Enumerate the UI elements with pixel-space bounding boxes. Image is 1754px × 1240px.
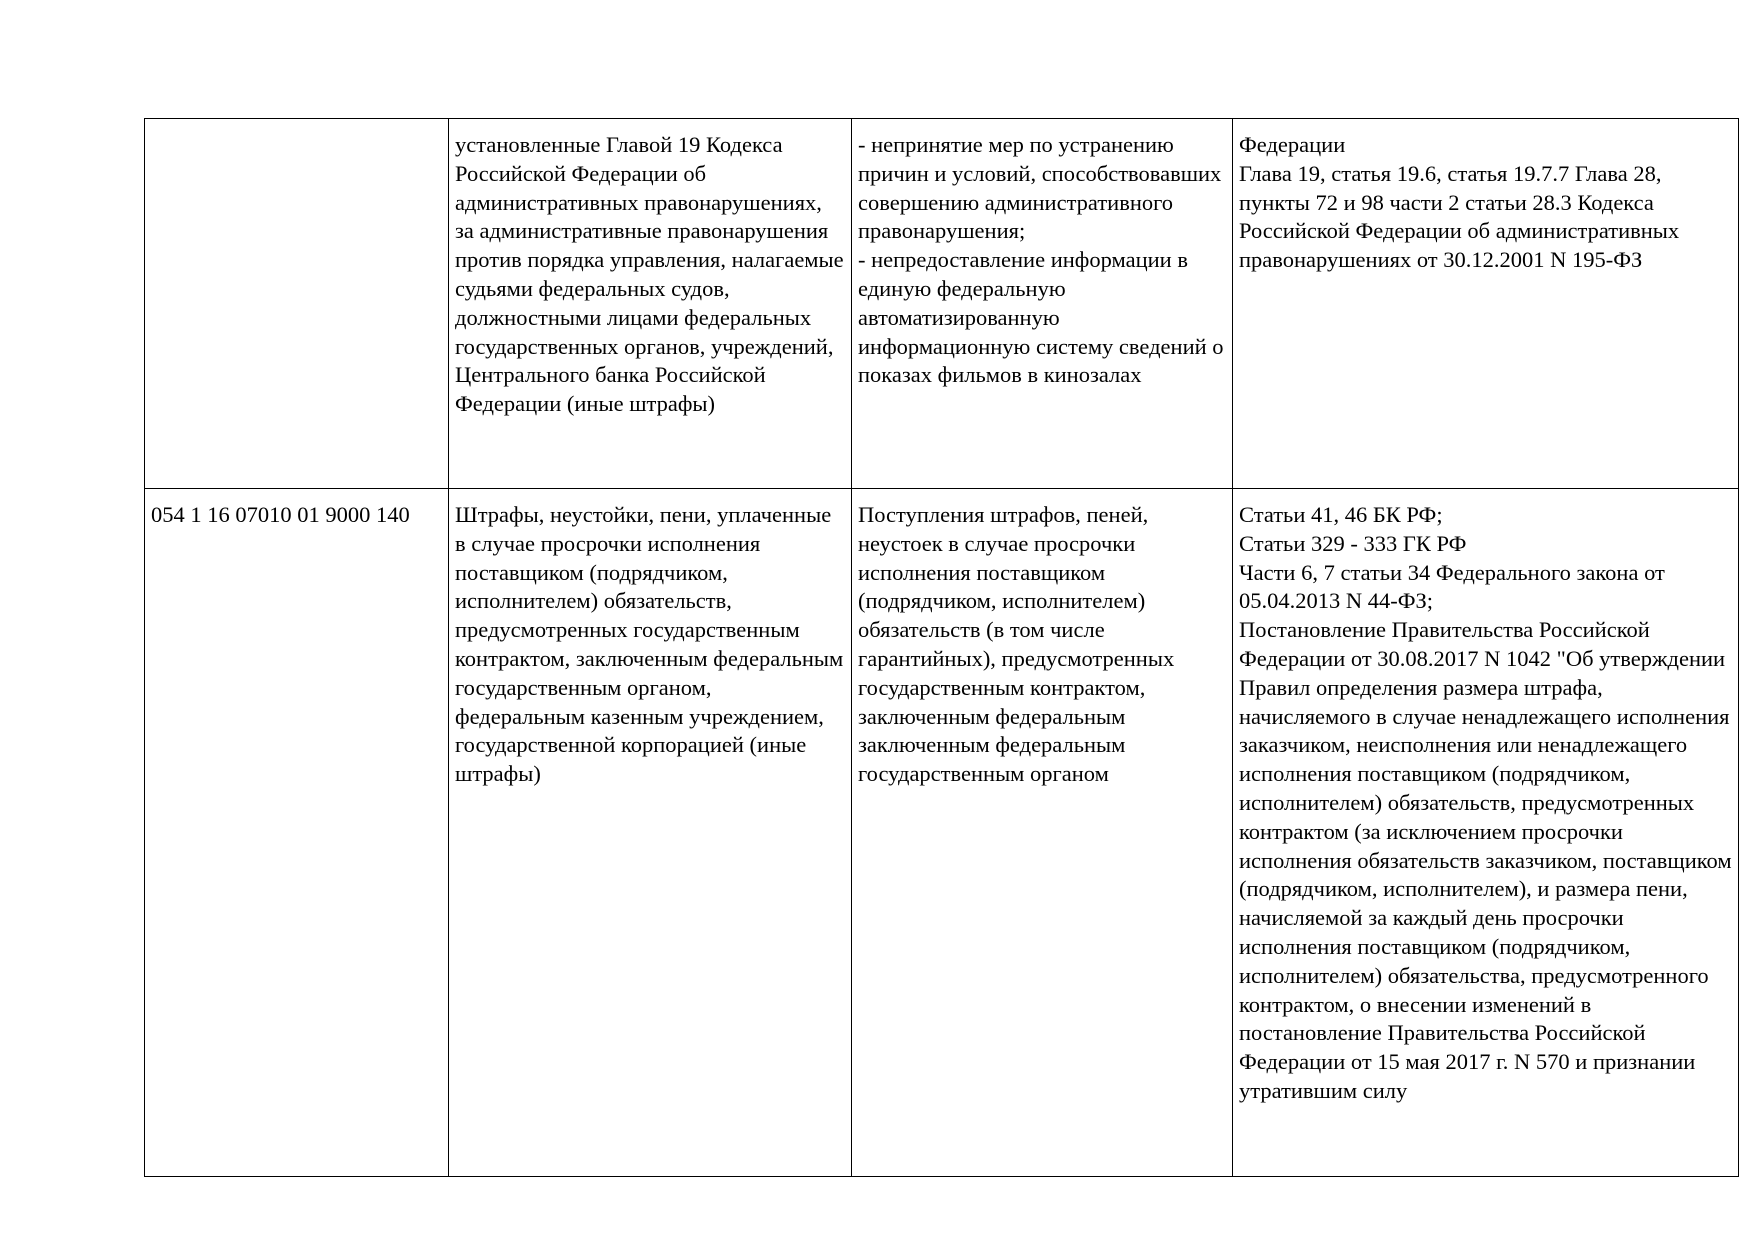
table-row — [145, 119, 1739, 489]
name-cell — [449, 119, 852, 489]
description-text: - непринятие мер по устранению причин и условий, способствовавших совершению административного правонарушения; - непредоставление информации в единую федеральную автоматизированную информационную систему сведений о показах фильмов в кинозалах — [858, 132, 1224, 388]
table-row — [145, 489, 1739, 1177]
legal-basis-cell — [1233, 119, 1739, 489]
description-text: Поступления штрафов, пеней, неустоек в случае просрочки исполнения поставщиком (подрядчиком, исполнителем) обязательств (в том числе гарантийных), предусмотренных государственным контрактом, заключенным федеральным заключенным федеральным государственным органом — [858, 502, 1175, 787]
code-text: 054 1 16 07010 01 9000 140 — [151, 502, 410, 527]
legal-basis-text: Федерации Глава 19, статья 19.6, статья 19.7.7 Глава 28, пункты 72 и 98 части 2 статьи 28.3 Кодекса Российской Федерации об административных правонарушениях от 30.12.2001 N 195-ФЗ — [1239, 132, 1680, 273]
legal-basis-cell — [1233, 489, 1739, 1177]
code-cell — [145, 489, 449, 1177]
name-text: Штрафы, неустойки, пени, уплаченные в случае просрочки исполнения поставщиком (подрядчиком, исполнителем) обязательств, предусмотренных государственным контрактом, заключенным федеральным государственным органом, федеральным казенным учреждением, государственной корпорацией (иные штрафы) — [455, 502, 844, 787]
name-text: установленные Главой 19 Кодекса Российской Федерации об административных правонарушениях, за административные правонарушения против порядка управления, налагаемые судьями федеральных судов, должностными лицами федеральных государственных органов, учреждений, Центрального банка Российской Федерации (иные штрафы) — [455, 132, 844, 417]
legal-basis-text: Статьи 41, 46 БК РФ; Статьи 329 - 333 ГК РФ Части 6, 7 статьи 34 Федерального закона от 05.04.2013 N 44-ФЗ; Постановление Правительства Российской Федерации от 30.08.2017 N 1042 "Об утверждении Правил определения размера штрафа, начисляемого в случае ненадлежащего исполнения заказчиком, неисполнения или ненадлежащего исполнения поставщиком (подрядчиком, исполнителем) обязательств, предусмотренных контрактом (за исключением просрочки исполнения обязательств заказчиком, поставщиком (подрядчиком, исполнителем), и размера пени, начисляемой за каждый день просрочки исполнения поставщиком (подрядчиком, исполнителем) обязательства, предусмотренного контрактом, о внесении изменений в постановление Правительства Российской Федерации от 15 мая 2017 г. N 570 и признании утратившим силу — [1239, 502, 1732, 1103]
revenue-classification-table — [144, 118, 1739, 1177]
name-cell — [449, 489, 852, 1177]
description-cell — [852, 489, 1233, 1177]
code-cell — [145, 119, 449, 489]
description-cell — [852, 119, 1233, 489]
